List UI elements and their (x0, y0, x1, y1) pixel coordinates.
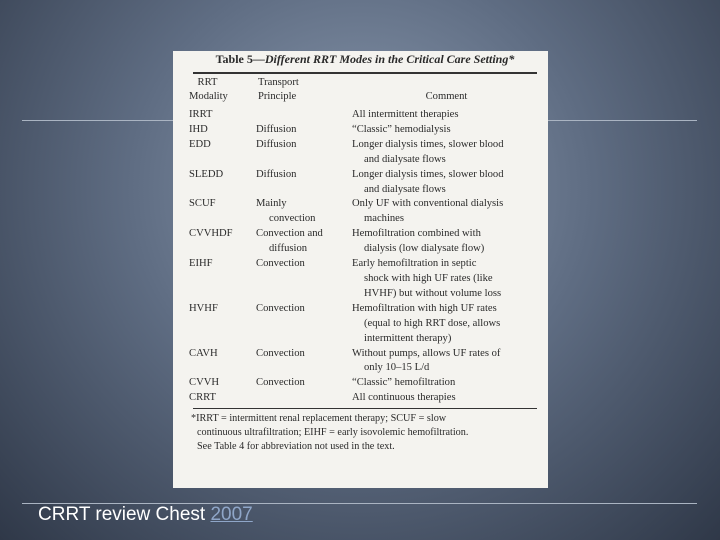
table-header-row (189, 74, 541, 106)
cell-comment-line: machines (364, 213, 405, 225)
cell-modality: SLEDD (189, 168, 224, 180)
cell-comment (352, 106, 541, 123)
table-row (189, 123, 541, 138)
table-body (189, 106, 541, 406)
cell-comment-line: Only UF with conventional dialysis (352, 198, 504, 210)
cell-comment (352, 302, 541, 347)
cell-principle (256, 138, 352, 168)
footnote-line2: continuous ultrafiltration; EIHF = early isovolemic hemofiltration. (197, 427, 469, 439)
table-row (189, 347, 541, 377)
cell-principle-line: Convection (256, 302, 305, 314)
cell-principle-line: Mainly (256, 198, 287, 210)
table-title (189, 52, 541, 67)
table-row (189, 227, 541, 257)
cell-principle (256, 347, 352, 377)
cell-modality: HVHF (189, 302, 218, 314)
cell-comment-line: only 10–15 L/d (364, 362, 430, 374)
cell-principle (256, 302, 352, 347)
cell-comment-line: Hemofiltration with high UF rates (352, 302, 497, 314)
cell-comment (352, 347, 541, 377)
cell-principle (256, 197, 352, 227)
cell-comment-line: HVHF) but without volume loss (364, 287, 502, 299)
header-principle-line2: Principle (258, 90, 297, 102)
footnote-line1: *IRRT = intermittent renal replacement therapy; SCUF = slow (191, 413, 447, 425)
cell-principle-line: Convection and (256, 228, 323, 240)
cell-comment-line: Without pumps, allows UF rates of (352, 347, 501, 359)
cell-comment-line: Early hemofiltration in septic (352, 258, 477, 270)
cell-comment-line: dialysis (low dialysate flow) (364, 243, 485, 255)
cell-modality: IRRT (189, 109, 213, 120)
cell-comment-line: and dialysate flows (364, 153, 446, 165)
cell-principle (256, 106, 352, 123)
cell-modality: SCUF (189, 198, 216, 210)
table-row (189, 376, 541, 391)
table-row (189, 106, 541, 123)
cell-principle-line: Convection (256, 377, 305, 389)
table-row (189, 257, 541, 302)
header-modality-line1: RRT (197, 77, 218, 88)
cell-modality: CVVHDF (189, 228, 233, 240)
table-bottom-rule (193, 408, 537, 409)
cell-comment (352, 138, 541, 168)
caption-text: CRRT review Chest (38, 504, 211, 525)
header-modality-line2: Modality (189, 90, 228, 102)
table-row (189, 168, 541, 198)
caption-year-link[interactable]: 2007 (210, 504, 253, 525)
cell-principle-line: Convection (256, 347, 305, 359)
cell-comment (352, 227, 541, 257)
header-comment: Comment (425, 90, 468, 102)
table-row (189, 302, 541, 347)
cell-comment-line: “Classic” hemofiltration (352, 377, 456, 389)
cell-principle (256, 168, 352, 198)
cell-comment-line: All continuous therapies (352, 392, 456, 404)
cell-comment (352, 391, 541, 406)
table-row (189, 138, 541, 168)
cell-principle (256, 376, 352, 391)
cell-comment (352, 197, 541, 227)
cell-comment (352, 376, 541, 391)
header-modality (189, 74, 256, 106)
cell-comment (352, 257, 541, 302)
header-principle (256, 74, 352, 106)
cell-principle (256, 391, 352, 406)
cell-principle (256, 257, 352, 302)
cell-comment-line: intermittent therapy) (364, 332, 452, 344)
cell-comment-line: and dialysate flows (364, 183, 446, 195)
table-footnote (191, 412, 535, 454)
cell-comment-line: (equal to high RRT dose, allows (364, 317, 501, 329)
cell-principle (256, 227, 352, 257)
cell-comment-line: Hemofiltration combined with (352, 228, 481, 240)
cell-comment (352, 168, 541, 198)
cell-comment-line: Longer dialysis times, slower blood (352, 168, 504, 180)
cell-comment-line: Longer dialysis times, slower blood (352, 138, 504, 150)
cell-comment-line: “Classic” hemodialysis (352, 123, 451, 135)
cell-principle-line: convection (269, 213, 316, 225)
slide-caption (38, 504, 253, 526)
cell-principle-line: Convection (256, 258, 305, 270)
table-scan-image (173, 51, 548, 488)
rrt-modes-table (189, 74, 541, 406)
cell-modality: CRRT (189, 392, 217, 404)
cell-principle-line: Diffusion (256, 168, 297, 180)
header-principle-line1: Transport (258, 77, 299, 88)
cell-modality: CAVH (189, 347, 218, 359)
cell-comment-line: shock with high UF rates (like (364, 272, 493, 284)
cell-modality: EDD (189, 138, 211, 150)
table-label: Table 5 (215, 52, 253, 66)
table-row (189, 197, 541, 227)
cell-principle-line: Diffusion (256, 123, 297, 135)
footnote-line3: See Table 4 for abbreviation not used in the text. (197, 441, 395, 453)
table-title-text: —Different RRT Modes in the Critical Care Setting* (252, 52, 515, 66)
cell-comment (352, 123, 541, 138)
cell-principle-line: diffusion (269, 243, 308, 255)
cell-modality: EIHF (189, 258, 213, 270)
cell-comment-line: All intermittent therapies (352, 109, 459, 120)
cell-principle-line: Diffusion (256, 138, 297, 150)
cell-principle (256, 123, 352, 138)
table-row (189, 391, 541, 406)
cell-modality: IHD (189, 123, 208, 135)
cell-modality: CVVH (189, 377, 220, 389)
